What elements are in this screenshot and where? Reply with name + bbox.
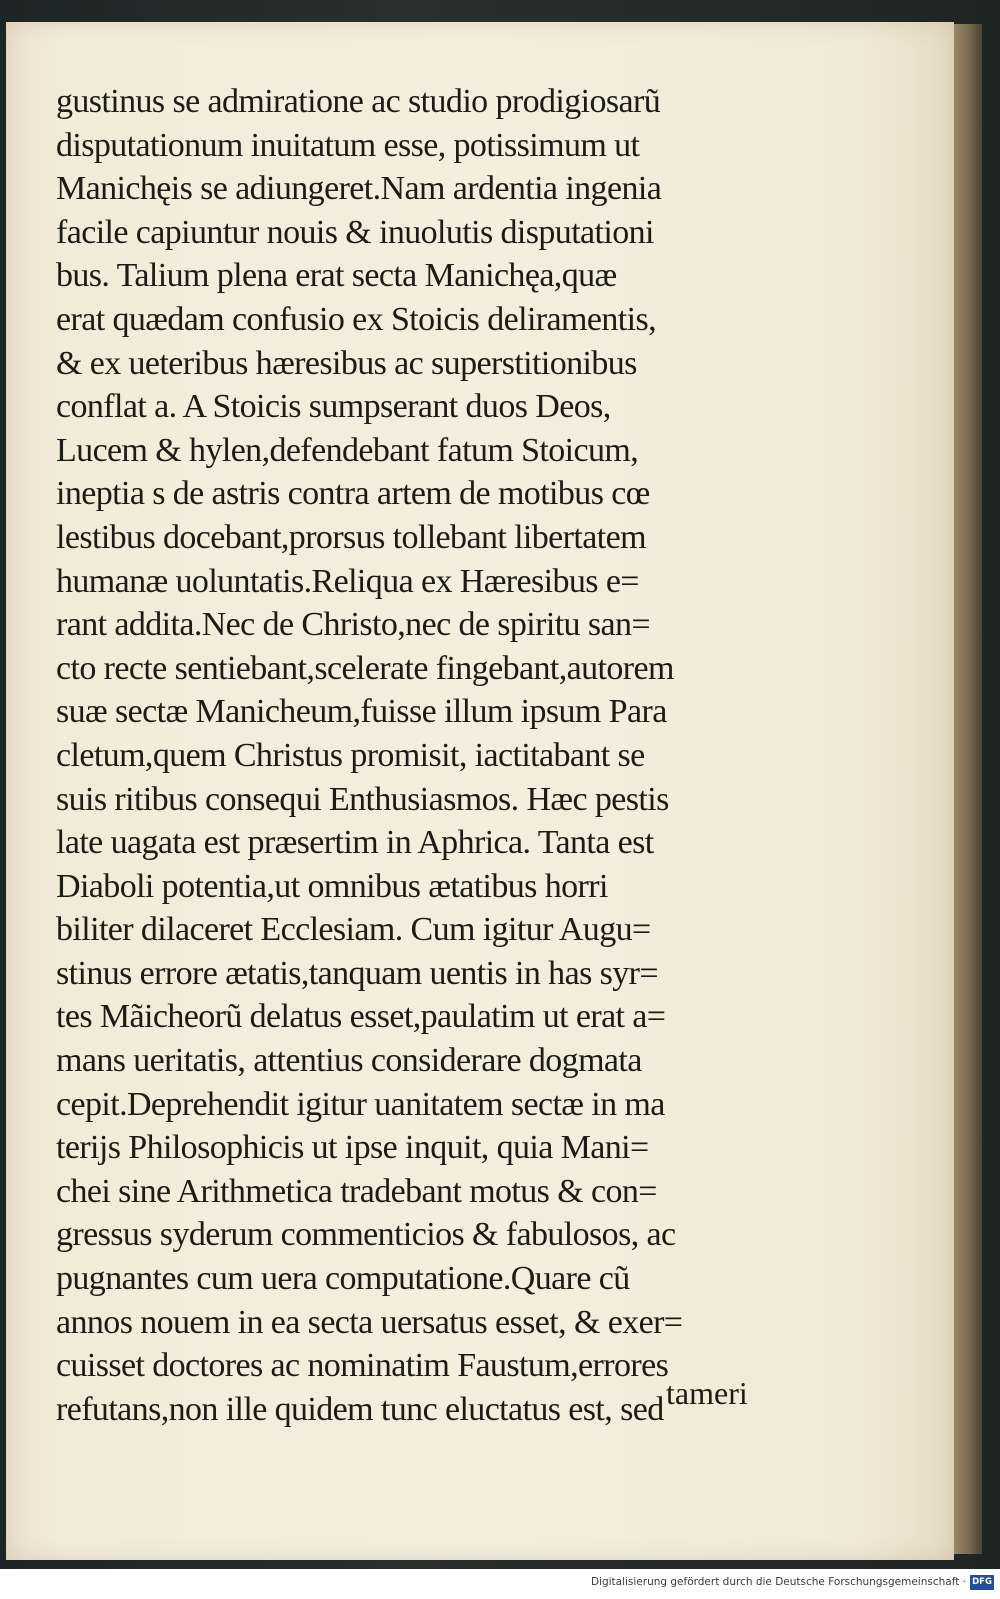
text-line: annos nouem in ea secta uersatus esset, & exer= — [56, 1303, 683, 1341]
book-board-edge — [952, 24, 982, 1554]
text-line: suis ritibus consequi Enthusiasmos. Hæc pestis — [56, 780, 669, 818]
text-line: refutans,non ille quidem tunc eluctatus est, sed — [56, 1390, 664, 1428]
text-line: bus. Talium plena erat secta Manichęa,quæ — [56, 257, 617, 295]
text-line: tes Mãicheorũ delatus esset,paulatim ut erat a= — [56, 998, 666, 1036]
text-line: stinus errore ætatis,tanquam uentis in has syr= — [56, 954, 658, 992]
text-line: cuisset doctores ac nominatim Faustum,errores — [56, 1347, 669, 1385]
text-line: biliter dilaceret Ecclesiam. Cum igitur Augu= — [56, 911, 651, 949]
text-line: pugnantes cum uera computatione.Quare cũ — [56, 1260, 630, 1298]
book-page — [6, 22, 954, 1560]
text-line: Lucem & hylen,defendebant fatum Stoicum, — [56, 431, 639, 469]
text-line: ineptia s de astris contra artem de motibus cœ — [56, 475, 650, 513]
text-line: gressus syderum commenticios & fabulosos, ac — [56, 1216, 676, 1254]
footer-bar — [0, 1569, 1000, 1599]
text-line: mans ueritatis, attentius considerare dogmata — [56, 1042, 642, 1080]
text-line: cepit.Deprehendit igitur uanitatem sectæ in ma — [56, 1085, 665, 1123]
text-line: chei sine Arithmetica tradebant motus & con= — [56, 1172, 657, 1210]
text-line: conflat a. A Stoicis sumpserant duos Deos, — [56, 388, 611, 426]
text-line: suæ sectæ Manicheum,fuisse illum ipsum Para — [56, 693, 667, 731]
text-line: cletum,quem Christus promisit, iactitabant se — [56, 736, 645, 774]
text-line: gustinus se admiratione ac studio prodigiosarũ — [56, 83, 661, 120]
funding-credit: Digitalisierung gefördert durch die Deutsche Forschungsgemeinschaft · — [590, 1576, 966, 1588]
text-line: lestibus docebant,prorsus tollebant libertatem — [56, 518, 646, 556]
text-line: disputationum inuitatum esse, potissimum ut — [56, 126, 640, 164]
text-line: & ex ueteribus hæresibus ac superstitionibus — [56, 344, 637, 382]
text-line: rant addita.Nec de Christo,nec de spiritu san= — [56, 606, 650, 644]
text-line: terijs Philosophicis ut ipse inquit, quia Mani= — [56, 1129, 649, 1167]
text-line: Diaboli potentia,ut omnibus ætatibus horri — [56, 867, 608, 905]
text-line: erat quædam confusio ex Stoicis deliramentis, — [56, 300, 656, 338]
text-line: late uagata est præsertim in Aphrica. Tanta est — [56, 824, 654, 862]
text-line: Manichęis se adiungeret.Nam ardentia ingenia — [56, 170, 662, 208]
text-line: facile capiuntur nouis & inuolutis disputationi — [56, 213, 654, 251]
dfg-logo-icon: DFG — [970, 1575, 994, 1590]
text-line: humanæ uoluntatis.Reliqua ex Hæresibus e= — [56, 562, 639, 600]
page-text — [56, 80, 836, 1431]
text-line: cto recte sentiebant,scelerate fingebant,autorem — [56, 649, 674, 687]
catchword: tameri — [666, 1375, 748, 1411]
